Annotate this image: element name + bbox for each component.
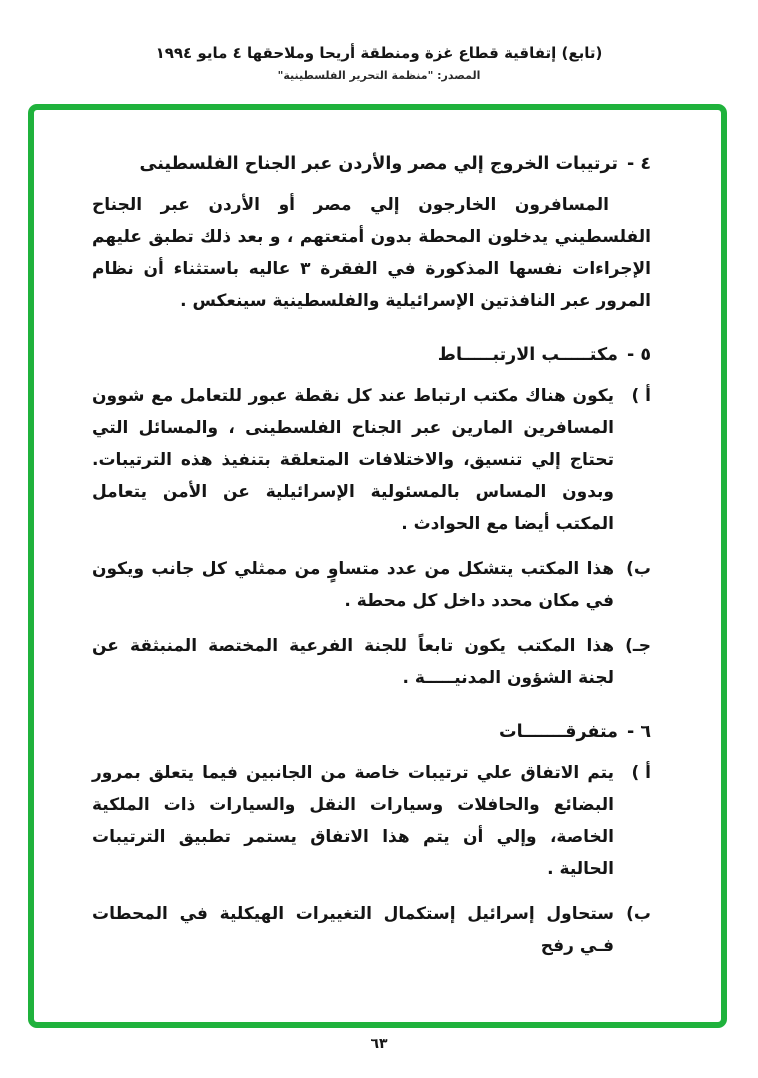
clause-item-5a [92, 380, 651, 540]
clause-label: ب) [626, 559, 651, 579]
clause-item-5c [92, 630, 651, 694]
clause-text: ستحاول إسرائيل إستكمال التغييرات الهيكلية في المحطات فـي رفح [92, 904, 614, 956]
section-5-heading [92, 339, 651, 371]
page-border-frame [28, 104, 727, 1028]
clause-label: ب) [626, 904, 651, 924]
section-5 [92, 339, 651, 694]
clause-item-6a [92, 757, 651, 885]
section-6 [92, 716, 651, 962]
clause-text: هذا المكتب يكون تابعاً للجنة الفرعية المختصة المنبثقة عن لجنة الشؤون المدنيـــــة . [92, 636, 614, 688]
document-source: المصدر: "منظمة التحرير الفلسطينية" [277, 69, 481, 82]
document-body [34, 110, 721, 962]
clause-text: هذا المكتب يتشكل من عدد متساوٍ من ممثلي كل جانب ويكون في مكان محدد داخل كل محطة . [92, 559, 614, 611]
section-4-title: ترتيبات الخروج إلي مصر والأردن عبر الجناح الفلسطينى [139, 154, 618, 174]
clause-label: أ ) [631, 386, 651, 406]
section-6-title: متفرقـــــــات [499, 722, 618, 742]
clause-label: أ ) [631, 763, 651, 783]
section-6-heading [92, 716, 651, 748]
section-5-number: ٥ - [626, 345, 651, 365]
clause-item-6b [92, 898, 651, 962]
document-title: (تابع) إتفاقية قطاع غزة ومنطقة أريحا وملاحقها ٤ مايو ١٩٩٤ [155, 44, 603, 62]
clause-item-5b [92, 553, 651, 617]
document-header [0, 44, 758, 82]
page-number: ٦٣ [370, 1036, 388, 1052]
section-4 [92, 148, 651, 317]
section-6-number: ٦ - [626, 722, 651, 742]
clause-text: يكون هناك مكتب ارتباط عند كل نقطة عبور للتعامل مع شوون المسافرين المارين عبر الجناح الفلسطينى ، والمسائل التي تحتاج إلي تنسيق، والاختلافات المتعلقة بتنفيذ هذه الترتيبات. وبدون المساس بالمسئولية الإسرائيلية عن الأمن يتعامل المكتب أيضا مع الحوادث . [92, 386, 614, 534]
clause-label: جـ) [625, 636, 651, 656]
clause-text: يتم الاتفاق علي ترتيبات خاصة من الجانبين فيما يتعلق بمرور البضائع والحافلات وسيارات النقل والسيارات ذات الملكية الخاصة، وإلي أن يتم هذا الاتفاق يستمر تطبيق الترتيبات الحالية . [92, 763, 614, 879]
section-4-paragraph: المسافرون الخارجون إلي مصر أو الأردن عبر الجناح الفلسطيني يدخلون المحطة بدون أمتعتهم ، و بعد ذلك تطبق عليهم الإجراءات نفسها المذكورة في الفقرة ٣ عاليه باستثناء أن نظام المرور عبر النافذتين الإسرائيلية والفلسطينية سينعكس . [92, 195, 651, 311]
section-4-number: ٤ - [626, 154, 651, 174]
section-4-heading [92, 148, 651, 180]
section-5-title: مكتـــــب الارتبـــــاط [437, 345, 618, 365]
